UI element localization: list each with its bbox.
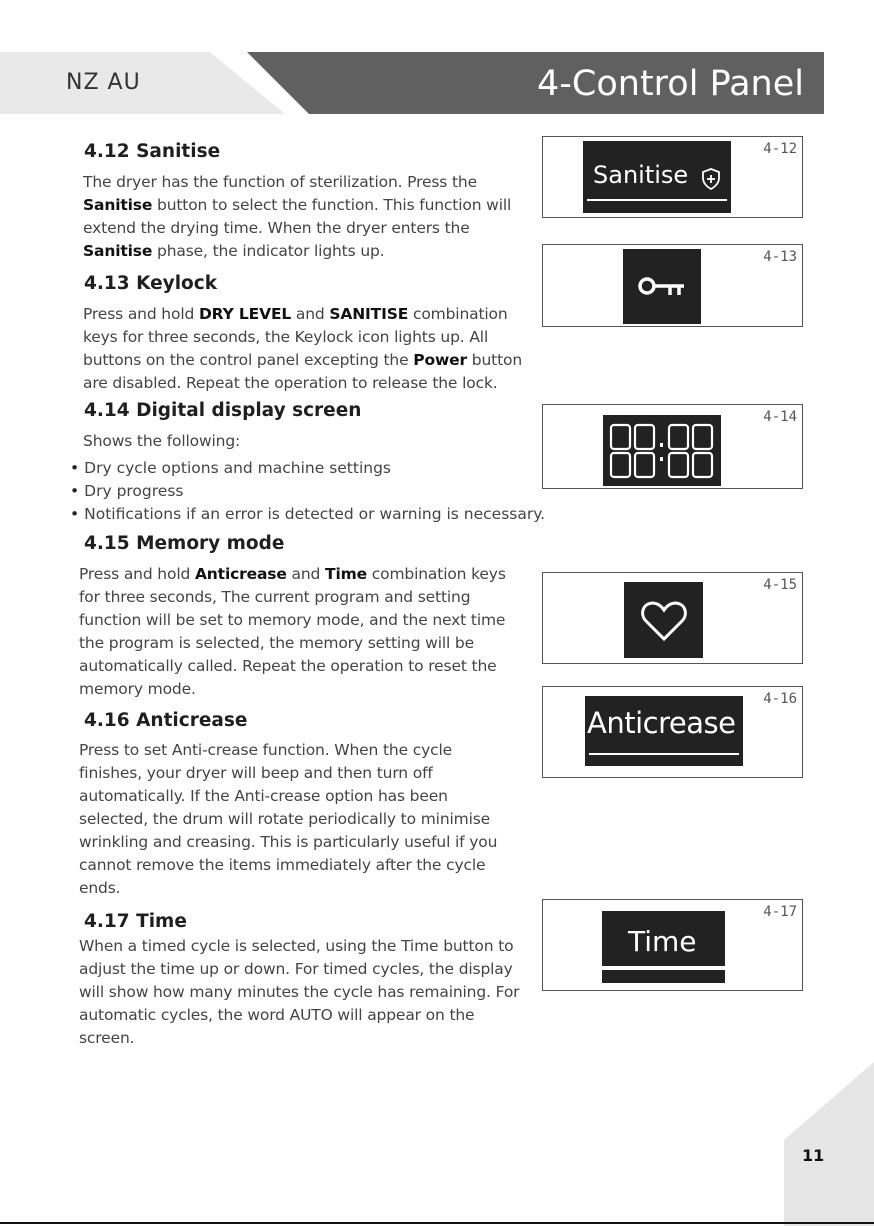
bottom-rule [0, 1222, 874, 1224]
sanitise-underline [587, 199, 727, 201]
section-text-memory: Press and hold Anticrease and Time combination keys for three seconds, The current program and setting function will be set to memory mode, and the next time the program is selected, the memory setting will be automatically called. Repeat the operation to reset the memory mode. [79, 565, 506, 698]
sanitise-display-panel [583, 141, 731, 213]
section-text-anticrease: Press to set Anti-crease function. When the cycle finishes, your dryer will beep and then turn off automatically. If the Anti-crease option has been selected, the drum will rotate periodically to minimise wrinkling and creasing. This is particularly useful if you cannot remove the items immediately after the cycle ends. [79, 741, 498, 897]
section-heading-sanitise: 4.12 Sanitise [84, 141, 221, 162]
figure-digital-display [542, 404, 803, 489]
anticrease-underline [589, 753, 739, 755]
figure-sanitise [542, 136, 803, 218]
page-corner-decoration [784, 1062, 874, 1226]
anticrease-display-panel [585, 696, 743, 766]
time-underline [602, 966, 725, 970]
figure-number: 4-15 [763, 577, 797, 593]
page-title: 4-Control Panel [537, 64, 804, 104]
figure-number: 4-16 [763, 691, 797, 707]
figure-number: 4-14 [763, 409, 797, 425]
keylock-display-panel [623, 249, 701, 324]
figure-memory [542, 572, 803, 664]
section-text-display: Shows the following: [83, 432, 241, 450]
seven-segment-display [607, 421, 717, 481]
figure-keylock [542, 244, 803, 327]
section-text-time: When a timed cycle is selected, using the Time button to adjust the time up or down. For timed cycles, the display will show how many minutes the cycle has remaining. For automatic cycles, the word AUTO will appear on the screen. [79, 937, 520, 1047]
section-text-keylock: Press and hold DRY LEVEL and SANITISE combination keys for three seconds, the Keylock icon lights up. All buttons on the control panel excepting the Power button are disabled. Repeat the operation to release the lock. [83, 305, 523, 392]
figure-time [542, 899, 803, 991]
digital-display-panel [603, 415, 721, 486]
list-item: • Dry progress [70, 480, 545, 503]
shield-plus-icon [701, 168, 721, 190]
page-number: 11 [802, 1146, 825, 1165]
section-text-sanitise: The dryer has the function of sterilization. Press the Sanitise button to select the function. This function will extend the drying time. When the dryer enters the Sanitise phase, the indicator lights up. [83, 173, 512, 260]
anticrease-display-label: Anticrease [587, 706, 736, 740]
region-label: NZ AU [66, 70, 141, 95]
header-region-tab [0, 52, 300, 114]
key-icon [637, 276, 687, 298]
figure-anticrease [542, 686, 803, 778]
section-heading-time: 4.17 Time [84, 911, 187, 932]
section-heading-memory: 4.15 Memory mode [84, 533, 285, 554]
time-display-panel [602, 911, 725, 983]
memory-display-panel [624, 582, 703, 658]
list-item: • Dry cycle options and machine settings [70, 457, 545, 480]
time-display-label: Time [628, 925, 697, 958]
section-heading-display: 4.14 Digital display screen [84, 400, 362, 421]
sanitise-display-label: Sanitise [593, 161, 689, 189]
heart-icon [640, 600, 688, 642]
figure-number: 4-13 [763, 249, 797, 265]
section-heading-keylock: 4.13 Keylock [84, 273, 218, 294]
display-bullet-list [70, 457, 545, 526]
figure-number: 4-17 [763, 904, 797, 920]
list-item: • Notifications if an error is detected or warning is necessary. [70, 503, 545, 526]
figure-number: 4-12 [763, 141, 797, 157]
section-heading-anticrease: 4.16 Anticrease [84, 710, 248, 731]
